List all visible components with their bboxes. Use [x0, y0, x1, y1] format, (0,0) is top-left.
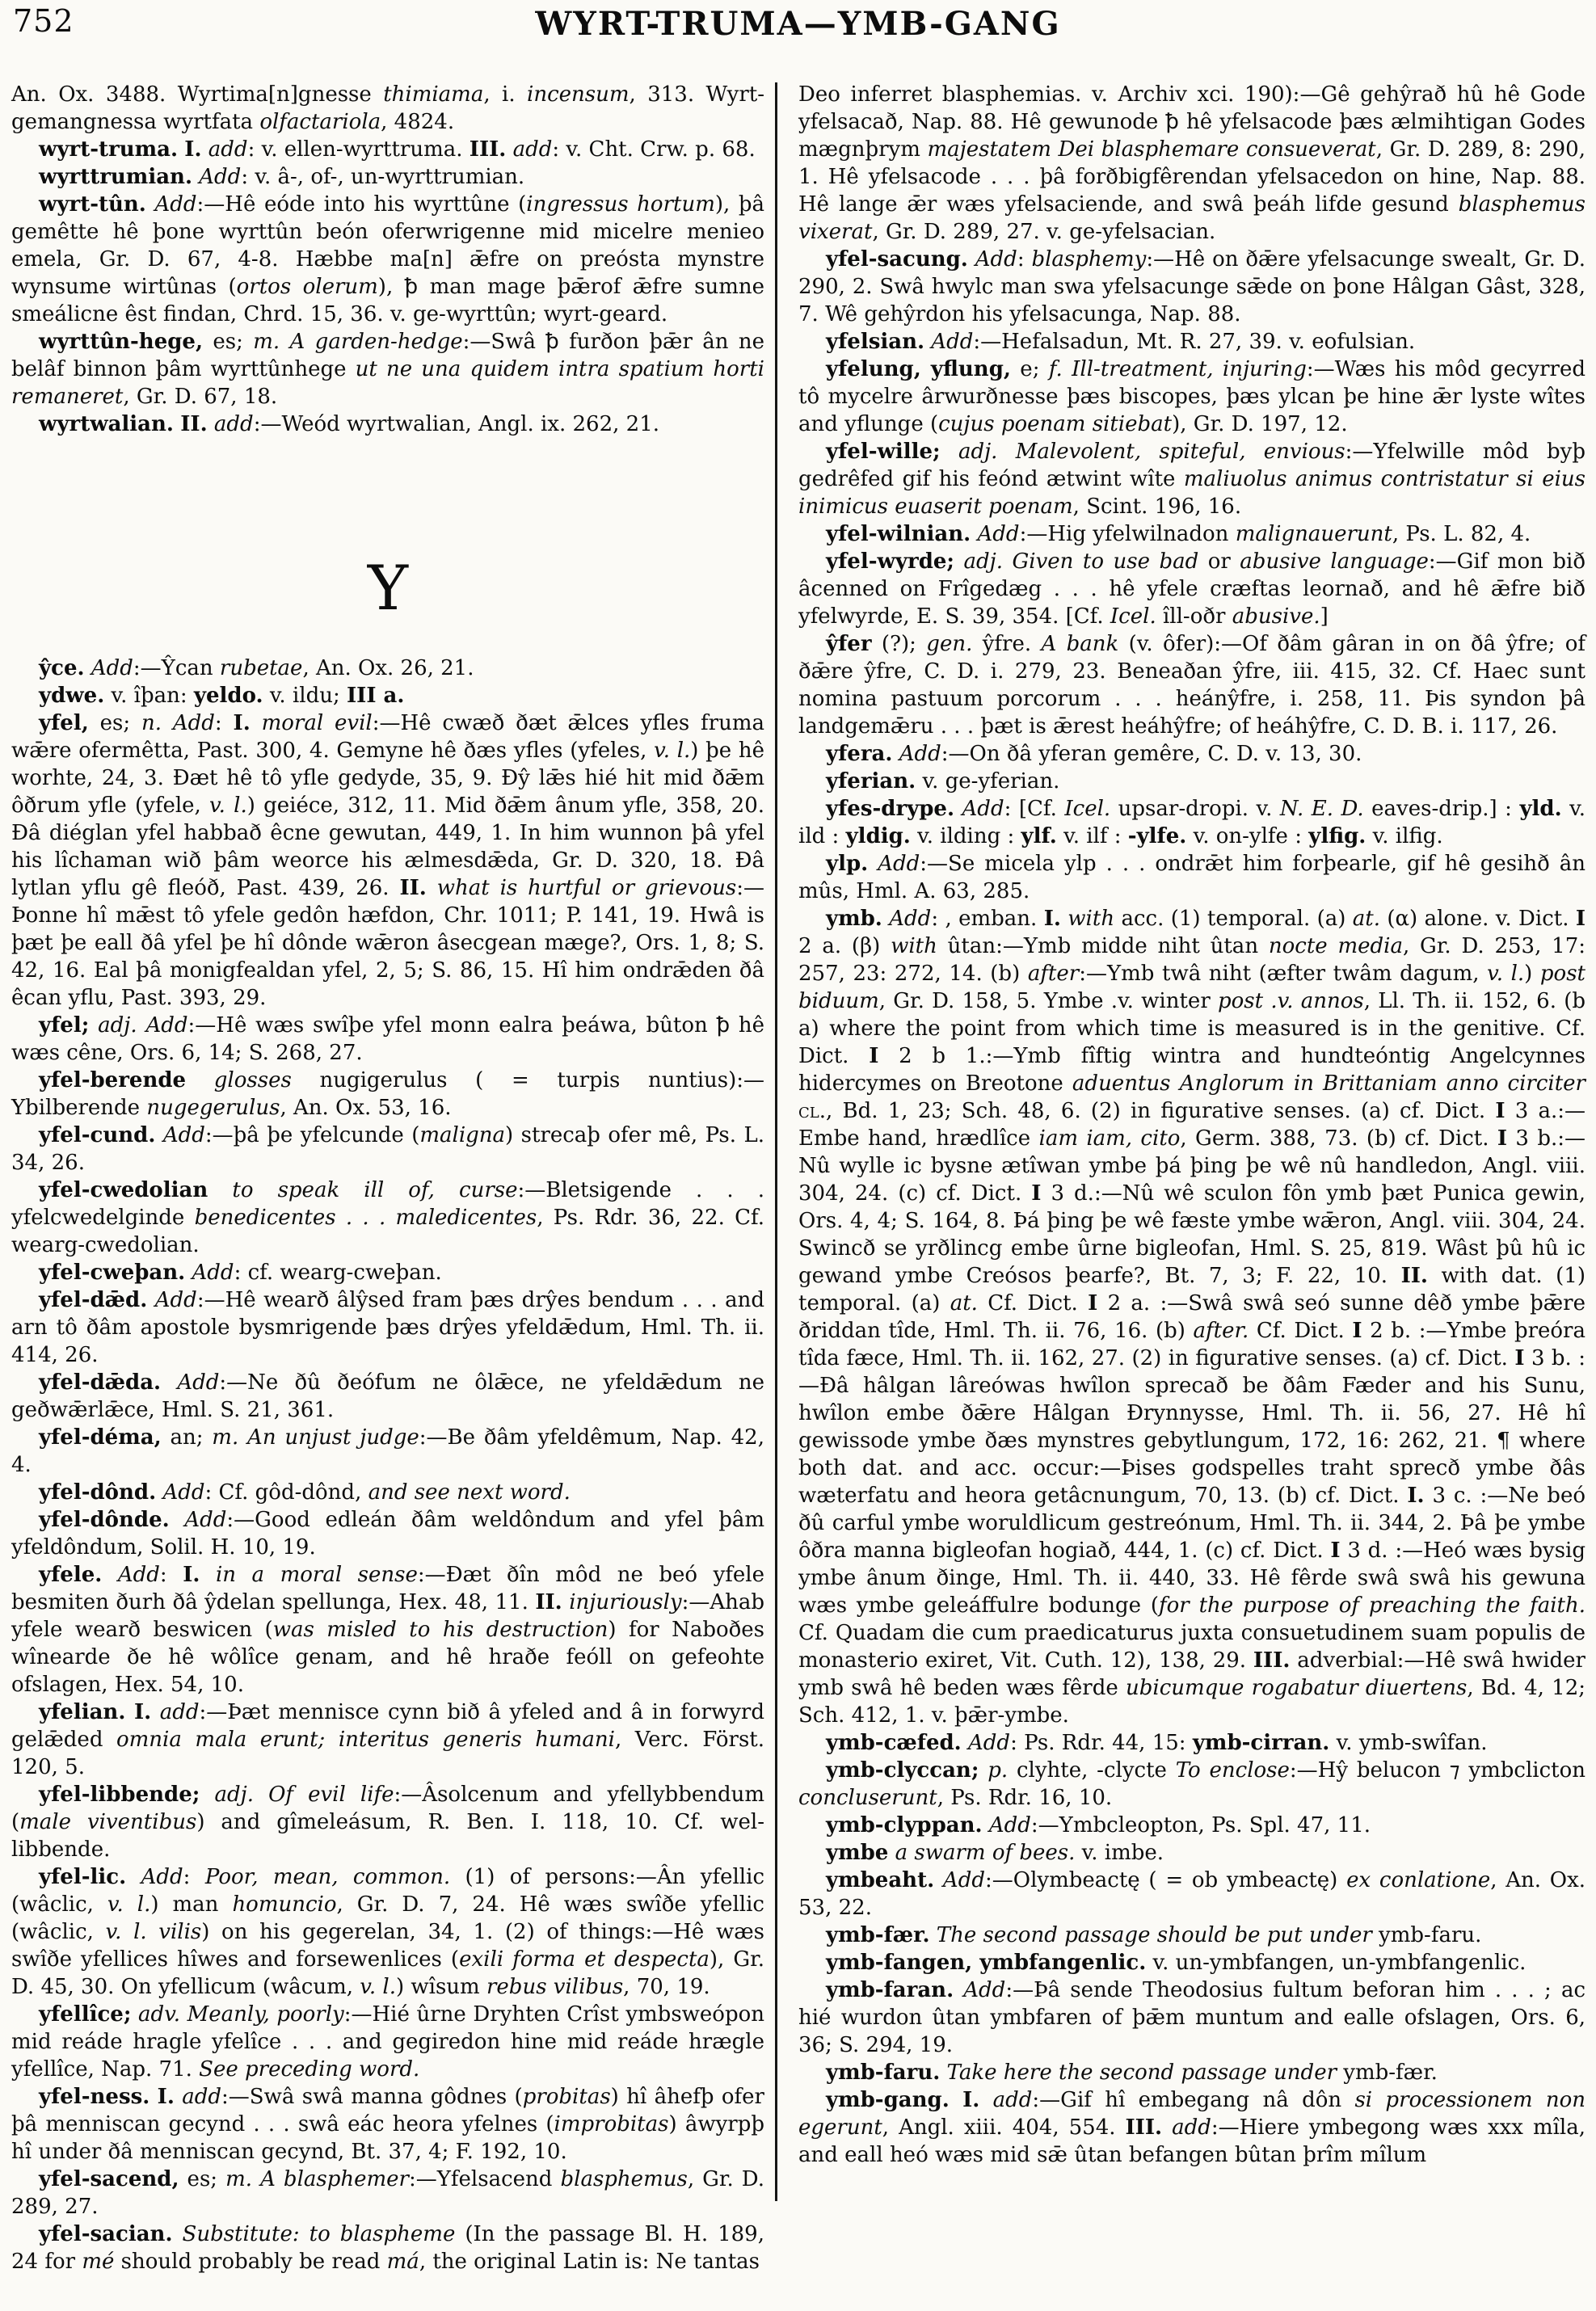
dictionary-entry: ymb-gang. I. add:—Gif hî embegang nâ dôn si processionem non egerunt, Angl. xiii. 404, 554. III. add:—Hiere ymbegong wæs xxx mîla, and eall heó wæs mid sǣ ûtan befangen bûtan þrîm mîlum [798, 2088, 1586, 2167]
dictionary-entry: ymbeaht. Add:—Olymbeactę ( = ob ymbeactę) ex conlatione, An. Ox. 53, 22. [798, 1868, 1586, 1920]
dictionary-entry: yfellîce; adv. Meanly, poorly:—Hié ûrne Dryhten Crîst ymbsweópon mid reáde hragle yfelîce . . . and gegiredon hine mid reáde hrægle yfellîce, Nap. 71. See preceding word. [11, 2002, 764, 2082]
dictionary-entry: yfel-cwedolian to speak ill of, curse:—Bletsigende . . . yfelcwedelginde benedicentes . . . maledicentes, Ps. Rdr. 36, 22. Cf. wearg-cwedolian. [11, 1178, 765, 1257]
dictionary-entry: yfel-wyrde; adj. Given to use bad or abusive language:—Gif mon bið âcenned on Frîgedæg . . . hê yfele cræftas leornað, and hê ǣfre bið yfelwyrde, E. S. 39, 354. [Cf. Icel. îll-oðr abusive.] [798, 549, 1585, 629]
dictionary-entry: yfel-cund. Add:—þâ þe yfelcunde (maligna) strecaþ ofer mê, Ps. L. 34, 26. [11, 1123, 764, 1175]
dictionary-entry: yfelsian. Add:—Hefalsadun, Mt. R. 27, 39. v. eofulsian. [826, 330, 1416, 354]
dictionary-entry: yfel-sacian. Substitute: to blaspheme (In the passage Bl. H. 189, 24 for mé should probably be read má, the original Latin is: Ne tantas [11, 2222, 764, 2274]
page-number: 752 [13, 3, 74, 39]
dictionary-entry: yfel-déma, an; m. An unjust judge:—Be ðâm yfeldêmum, Nap. 42, 4. [11, 1425, 764, 1477]
dictionary-entry: yfel-sacung. Add: blasphemy:—Hê on ðǣre yfelsacunge swealt, Gr. D. 290, 2. Swâ hwylc man swa yfelsacunge sǣde on þone Hâlgan Gâst, 328, 7. Wê gehŷrdon his yfelsacunga, Nap. 88. [798, 247, 1585, 326]
dictionary-entry: yfel; adj. Add:—Hê wæs swîþe yfel monn ealra þeáwa, bûton ꝥ hê wæs cêne, Ors. 6, 14; S. 268, 27. [11, 1013, 765, 1065]
dictionary-entry: ymb-fangen, ymbfangenlic. v. un-ymbfangen, un-ymbfangenlic. [826, 1951, 1527, 1975]
section-letter: Y [367, 552, 409, 624]
dictionary-entry: yfera. Add:—On ðâ yferan gemêre, C. D. v. 13, 30. [826, 742, 1362, 766]
dictionary-entry: ymbe a swarm of bees. v. imbe. [826, 1841, 1164, 1865]
column-divider [775, 82, 777, 2201]
dictionary-entry: ymb-fær. The second passage should be put under ymb-faru. [826, 1923, 1482, 1947]
dictionary-entry: ymb-cæfed. Add: Ps. Rdr. 44, 15: ymb-cirran. v. ymb-swîfan. [826, 1731, 1488, 1755]
dictionary-entry: yfel-dǣda. Add:—Ne ðû ðeófum ne ôlǣce, ne yfeldǣdum ne geðwǣrlǣce, Hml. S. 21, 361. [11, 1370, 764, 1422]
dictionary-entry: wyrt-truma. I. add: v. ellen-wyrttruma. III. add: v. Cht. Crw. p. 68. [39, 137, 756, 162]
dictionary-entry: ymb. Add: , emban. I. with acc. (1) temporal. (a) at. (α) alone. v. Dict. I 2 a. (β) with ûtan:—Ymb midde niht ûtan nocte media, Gr. D. 253, 17: 257, 23: 272, 14. (b) after:—Ymb twâ niht (æfter twâm dagum, v. l.) post biduum, Gr. D. 158, 5. Ymbe .v. winter post .v. annos, Ll. Th. ii. 152, 6. (b a) where the point from which time is measured is in the genitive. Cf. Dict. I 2 b 1.:—Ymb fîftig wintra and hundteóntig Angelcynnes hidercymes on Breotone aduentus Anglorum in Brittaniam anno circiter cl., Bd. 1, 23; Sch. 48, 6. (2) in figurative senses. (a) cf. Dict. I 3 a.:—Embe hand, hrædlîce iam iam, cito, Germ. 388, 73. (b) cf. Dict. I 3 b.:—Nû wylle ic bysne ætîwan ymbe þá þing þe wê nû handledon, Angl. viii. 304, 24. (c) cf. Dict. I 3 d.:—Nû wê sculon fôn ymb þæt Punica gewin, Ors. 4, 4; S. 164, 8. Þá þing þe wê fæste ymbe wǣron, Angl. viii. 304, 24. Swincð se yrðlincg embe ûrne bigleofan, Hml. S. 25, 819. Wâst þû hû ic gewand ymbe Creósos þearfe?, Bt. 7, 3; F. 22, 10. II. with dat. (1) temporal. (a) at. Cf. Dict. I 2 a. :—Swâ swâ seó sunne dêð ymbe þǣre ðriddan tîde, Hml. Th. ii. 76, 16. (b) after. Cf. Dict. I 2 b. :—Ymbe þreóra tîda fæce, Hml. Th. ii. 162, 27. (2) in figurative senses. (a) cf. Dict. I 3 b. :—Ðâ hâlgan lâreówas hwîlon sprecað be ðâm Fæder and his Sunu, hwîlon embe ðǣre Hâlgan Ðrynnysse, Hml. Th. ii. 56, 27. Hê hî gewissode ymbe ðæs mynstres gebytlungum, 172, 16: 262, 21. ¶ where both dat. and acc. occur:—Þises godspelles traht sprecð ymbe ðâs wæterfatu and heora getâcnungum, 70, 13. (b) cf. Dict. I. 3 c. :—Ne beó ðû carful ymbe woruldlicum gestreónum, Hml. Th. ii. 344, 2. Þâ þe ymbe ôðra manna bigleofan hogiað, 444, 1. (c) cf. Dict. I 3 d. :—Heó wæs bysig ymbe ânum ðinge, Hml. Th. ii. 440, 33. Hê fêrde swâ swâ his gewuna wæs ymbe geleáffulre bodunge (for the purpose of preaching the faith. Cf. Quadam die cum praedicaturus juxta consuetudinem suam populis de monasterio exiret, Vit. Cuth. 12), 138, 29. III. adverbial:—Hê swâ hwider ymb swâ hê beden wæs fêrde ubicumque rogabatur diuertens, Bd. 4, 12; Sch. 412, 1. v. þǣr-ymbe. [798, 907, 1586, 1728]
dictionary-entry: yferian. v. ge-yferian. [826, 769, 1060, 793]
dictionary-entry: wyrt-tûn. Add:—Hê eóde into his wyrttûne (ingressus hortum), þâ gemêtte hê þone wyrttûn beón oferwrigenne mid micelre menieo emela, Gr. D. 67, 4-8. Hæbbe ma[n] ǣfre on preósta mynstre wynsume wirtûnas (ortos olerum), ꝥ man mage þǣrof ǣfre sumne smeálicne êst findan, Chrd. 15, 36. v. ge-wyrttûn; wyrt-geard. [11, 192, 765, 326]
dictionary-entry: ymb-clyppan. Add:—Ymbcleopton, Ps. Spl. 47, 11. [826, 1813, 1371, 1837]
dictionary-entry: yfel-berende glosses nugigerulus ( = turpis nuntius):—Ybilberende nugegerulus, An. Ox. 53, 16. [11, 1068, 764, 1120]
dictionary-entry: wyrtwalian. II. add:—Weód wyrtwalian, Angl. ix. 262, 21. [39, 412, 660, 436]
dictionary-entry: ydwe. v. îþan: yeldo. v. ildu; III a. [39, 684, 405, 708]
dictionary-entry: yfel-dǣd. Add:—Hê wearð âlŷsed fram þæs drŷes bendum . . . and arn tô ðâm apostole bysmrigende þæs drŷes yfeldǣdum, Hml. Th. ii. 414, 26. [11, 1288, 764, 1367]
dictionary-entry: ŷce. Add:—Ŷcan rubetae, An. Ox. 26, 21. [39, 656, 474, 680]
dictionary-entry: ymb-faran. Add:—Þâ sende Theodosius fultum beforan him . . . ; ac hié wurdon ûtan ymbfaren of þǣm muntum and ealle ofslagen, Ors. 6, 36; S. 294, 19. [798, 1978, 1586, 2057]
continuation-paragraph: Deo inferret blasphemias. v. Archiv xci. 190):—Gê gehŷrað hû hê Gode yfelsacað, Nap. 88. Hê gewunode ꝥ hê yfelsacode þæs ælmihtigan Godes mægnþrym majestatem Dei blasphemare consueverat, Gr. D. 289, 8: 290, 1. Hê yfelsacode . . . þâ forðbigfêrendan yfelsacedon on hine, Nap. 88. Hê lange ǣr wæs yfelsaciende, and swâ þeáh lifde gesund blasphemus vixerat, Gr. D. 289, 27. v. ge-yfelsacian. [798, 82, 1585, 244]
dictionary-entry: ymb-clyccan; p. clyhte, -clycte To enclose:—Hŷ belucon ⁊ ymbclicton concluserunt, Ps. Rdr. 16, 10. [798, 1758, 1586, 1810]
dictionary-entry: yfelian. I. add:—Þæt mennisce cynn bið â yfeled and â in forwyrd gelǣded omnia mala erunt; interitus generis humani, Verc. Först. 120, 5. [11, 1700, 764, 1779]
dictionary-entry: wyrttûn-hege, es; m. A garden-hedge:—Swâ ꝥ furðon þǣr ân ne belâf binnon þâm wyrttûnhege ut ne una quidem intra spatium horti remaneret, Gr. D. 67, 18. [11, 330, 764, 409]
dictionary-entry: yfel-wilnian. Add:—Hig yfelwilnadon malignauerunt, Ps. L. 82, 4. [826, 522, 1531, 546]
dictionary-entry: ŷfer (?); gen. ŷfre. A bank (v. ôfer):—Of ðâm gâran in on ðâ ŷfre; of ðǣre ŷfre, C. D. i. 279, 23. Beneaðan ŷfre, iii. 415, 32. Cf. Haec sunt nomina pastuum porcorum . . . heánŷfre, i. 258, 11. Þis syndon þâ landgemǣru . . . þæt is ǣrest heáhŷfre; of heáhŷfre, C. D. B. i. 117, 26. [798, 632, 1586, 739]
dictionary-entry: wyrttrumian. Add: v. â-, of-, un-wyrttrumian. [39, 165, 525, 189]
dictionary-entry: yfel-libbende; adj. Of evil life:—Âsolcenum and yfellybbendum (male viventibus) and gîmeleásum, R. Ben. I. 118, 10. Cf. wel-libbende. [11, 1783, 765, 1862]
dictionary-entry: yfele. Add: I. in a moral sense:—Ðæt ðîn môd ne beó yfele besmiten ðurh ðâ ŷdelan spellunga, Hex. 48, 11. II. injuriously:—Ahab yfele wearð beswicen (was misled to his destruction) for Naboðes wînearde ðe hê wôlîce genam, and hê hraðe feóll on gefeohte ofslagen, Hex. 54, 10. [11, 1563, 765, 1697]
dictionary-entry: yfel-dônd. Add: Cf. gôd-dônd, and see next word. [39, 1480, 571, 1505]
dictionary-entry: ylp. Add:—Se micela ylp . . . ondrǣt him forþearle, gif hê gesihð ân mûs, Hml. A. 63, 285. [798, 852, 1586, 903]
dictionary-entry: yfes-drype. Add: [Cf. Icel. upsar-dropi. v. N. E. D. eaves-drip.] : yld. v. ild : yldig. v. ilding : ylf. v. ilf : -ylfe. v. on-ylfe : ylfig. v. ilfig. [798, 797, 1586, 848]
page-title: WYRT-TRUMA—YMB-GANG [535, 5, 1061, 43]
left-column [11, 81, 764, 2275]
dictionary-entry: ymb-faru. Take here the second passage under ymb-fær. [826, 2061, 1438, 2085]
dictionary-entry: yfelung, yflung, e; f. Ill-treatment, injuring:—Wæs his môd gecyrred tô mycelre ârwurðnesse þæs biscopes, þæs ylcan þe hine ǣr lyste wîtes and yflunge (cujus poenam sitiebat), Gr. D. 197, 12. [798, 357, 1585, 436]
dictionary-entry: yfel-sacend, es; m. A blasphemer:—Yfelsacend blasphemus, Gr. D. 289, 27. [11, 2167, 764, 2219]
dictionary-entry: yfel-dônde. Add:—Good edleán ðâm weldôndum and yfel þâm yfeldôndum, Solil. H. 10, 19. [11, 1508, 764, 1560]
dictionary-entry: yfel, es; n. Add: I. moral evil:—Hê cwæð ðæt ǣlces yfles fruma wǣre ofermêtta, Past. 300, 4. Gemyne hê ðæs yfles (yfeles, v. l.) þe hê worhte, 24, 3. Ðæt hê tô yfle gedyde, 35, 9. Ðŷ lǣs hié hit mid ðǣm ôðrum yfle (yfele, v. l.) geiéce, 312, 11. Mid ðǣm ânum yfle, 358, 20. Ðâ diéglan yfel habbað êcne gewutan, 449, 1. In him wunnon þâ yfel his lîchaman wið þâm weorce his ælmesdǣda, Gr. D. 320, 18. Ðâ lytlan yflu gê fleóð, Past. 439, 26. II. what is hurtful or grievous:—Þonne hî mǣst tô yfele gedôn hæfdon, Chr. 1011; P. 141, 19. Hwâ is þæt þe eall ðâ yfel þe hî dônde wǣron âsecgean mæge?, Ors. 1, 8; S. 42, 16. Eal þâ monigfealdan yfel, 2, 5; S. 86, 15. Hî him ondrǣden ðâ êcan yflu, Past. 393, 29. [11, 711, 765, 1010]
dictionary-entry: yfel-cweþan. Add: cf. wearg-cweþan. [39, 1261, 442, 1285]
right-column [798, 81, 1585, 2169]
dictionary-entry: yfel-lic. Add: Poor, mean, common. (1) of persons:—Ân yfellic (wâclic, v. l.) man homuncio, Gr. D. 7, 24. Hê wæs swîðe yfellic (wâclic, v. l. vilis) on his gegerelan, 34, 1. (2) of things:—Hê wæs swîðe yfellices hîwes and forsewenlices (exili forma et despecta), Gr. D. 45, 30. On yfellicum (wâcum, v. l.) wîsum rebus vilibus, 70, 19. [11, 1865, 764, 1999]
dictionary-entry: yfel-ness. I. add:—Swâ swâ manna gôdnes (probitas) hî âhefþ ofer þâ menniscan gecynd . . . swâ eác heora yfelnes (improbitas) âwyrpþ hî under ðâ menniscan gecynd, Bt. 37, 4; F. 192, 10. [11, 2085, 764, 2164]
continuation-paragraph: An. Ox. 3488. Wyrtima[n]gnesse thimiama, i. incensum, 313. Wyrt-gemangnessa wyrtfata olfactariola, 4824. [11, 82, 765, 134]
dictionary-entry: yfel-wille; adj. Malevolent, spiteful, envious:—Yfelwille môd byþ gedrêfed gif his feónd ætwint wîte maliuolus animus contristatur si eius inimicus euaserit poenam, Scint. 196, 16. [798, 440, 1586, 519]
